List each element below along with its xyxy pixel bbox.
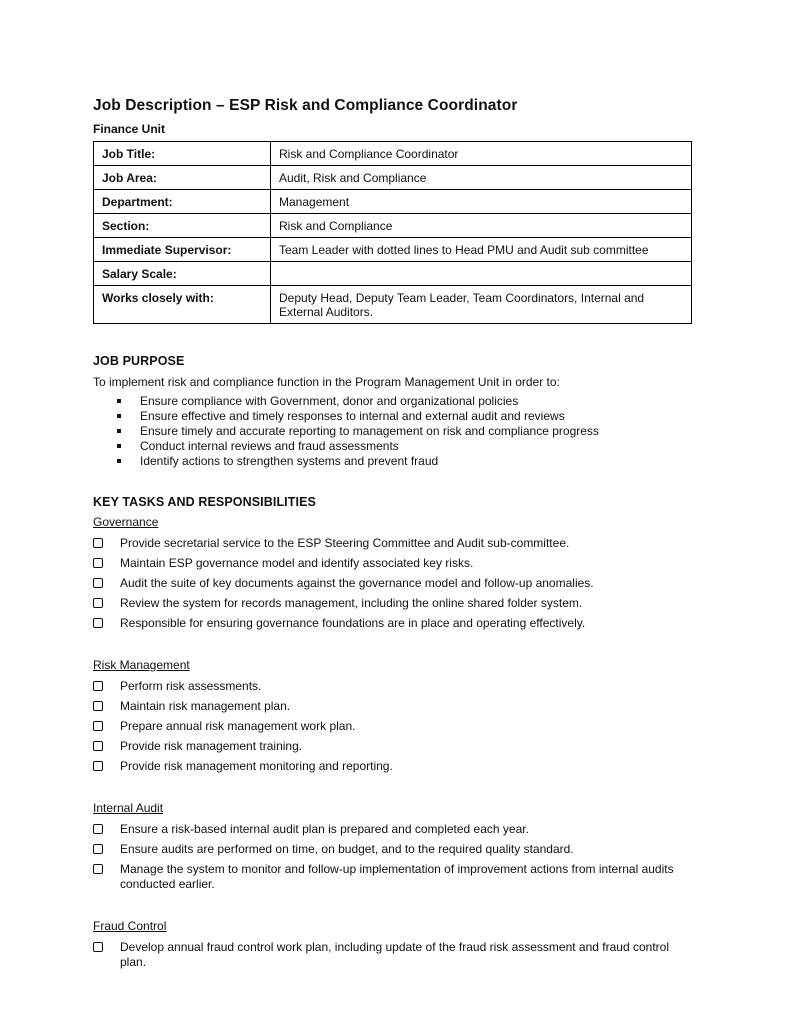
checkbox-icon <box>93 741 103 751</box>
job-purpose-intro: To implement risk and compliance function in the Program Management Unit in order to: <box>93 375 560 389</box>
bullet-icon <box>117 444 121 448</box>
bullet-icon <box>117 399 121 403</box>
key-tasks-section <box>93 495 691 970</box>
task-text: Develop annual fraud control work plan, including update of the fraud risk assessment and fraud control plan. <box>120 940 669 969</box>
task-section-title: Risk Management <box>93 658 190 672</box>
key-tasks-heading: KEY TASKS AND RESPONSIBILITIES <box>93 495 316 509</box>
bullet-text: Conduct internal reviews and fraud assessments <box>140 439 399 453</box>
bullet-item <box>93 394 691 409</box>
task-text: Manage the system to monitor and follow-up implementation of improvement actions from internal audits conducted earlier. <box>120 862 674 891</box>
task-text: Audit the suite of key documents against the governance model and follow-up anomalies. <box>120 576 594 590</box>
bullet-icon <box>117 459 121 463</box>
bullet-item <box>93 454 691 469</box>
bullet-item <box>93 424 691 439</box>
task-section <box>93 515 691 631</box>
bullet-icon <box>117 414 121 418</box>
table-row <box>94 214 692 238</box>
job-info-table <box>93 141 692 324</box>
row-label: Immediate Supervisor: <box>94 238 271 262</box>
table-row <box>94 166 692 190</box>
task-item <box>93 556 691 571</box>
task-section-title: Internal Audit <box>93 801 164 815</box>
task-text: Responsible for ensuring governance foundations are in place and operating effectively. <box>120 616 586 630</box>
checkbox-icon <box>93 844 103 854</box>
checkbox-icon <box>93 538 103 548</box>
task-text: Ensure a risk-based internal audit plan is prepared and completed each year. <box>120 822 529 836</box>
task-text: Maintain ESP governance model and identify associated key risks. <box>120 556 474 570</box>
table-row <box>94 286 692 324</box>
checkbox-icon <box>93 942 103 952</box>
checkbox-icon <box>93 558 103 568</box>
bullet-text: Ensure compliance with Government, donor and organizational policies <box>140 394 519 408</box>
task-item <box>93 679 691 694</box>
row-value: Risk and Compliance Coordinator <box>271 142 692 166</box>
task-item <box>93 940 691 970</box>
job-purpose-heading: JOB PURPOSE <box>93 354 185 368</box>
bullet-text: Ensure effective and timely responses to internal and external audit and reviews <box>140 409 565 423</box>
task-item <box>93 739 691 754</box>
bullet-item <box>93 409 691 424</box>
task-text: Review the system for records management, including the online shared folder system. <box>120 596 583 610</box>
task-text: Perform risk assessments. <box>120 679 262 693</box>
checkbox-icon <box>93 721 103 731</box>
task-section-title: Fraud Control <box>93 919 167 933</box>
row-value <box>271 262 692 286</box>
checkbox-icon <box>93 824 103 834</box>
row-value: Deputy Head, Deputy Team Leader, Team Coordinators, Internal and External Auditors. <box>271 286 692 324</box>
task-text: Provide risk management training. <box>120 739 303 753</box>
row-label: Section: <box>94 214 271 238</box>
task-text: Provide risk management monitoring and reporting. <box>120 759 393 773</box>
task-item <box>93 699 691 714</box>
bullet-text: Ensure timely and accurate reporting to management on risk and compliance progress <box>140 424 599 438</box>
task-section-title: Governance <box>93 515 159 529</box>
job-purpose-bullet-list <box>93 394 691 469</box>
row-value: Risk and Compliance <box>271 214 692 238</box>
row-label: Job Title: <box>94 142 271 166</box>
task-section <box>93 658 691 774</box>
table-row <box>94 262 692 286</box>
checkbox-icon <box>93 618 103 628</box>
task-section <box>93 801 691 892</box>
row-label: Department: <box>94 190 271 214</box>
bullet-icon <box>117 429 121 433</box>
checkbox-icon <box>93 598 103 608</box>
page-subtitle: Finance Unit <box>93 122 166 136</box>
task-text: Provide secretarial service to the ESP Steering Committee and Audit sub-committee. <box>120 536 570 550</box>
task-item <box>93 616 691 631</box>
task-text: Maintain risk management plan. <box>120 699 291 713</box>
task-text: Prepare annual risk management work plan. <box>120 719 356 733</box>
checkbox-icon <box>93 681 103 691</box>
checkbox-icon <box>93 578 103 588</box>
table-row <box>94 190 692 214</box>
table-row <box>94 142 692 166</box>
checkbox-icon <box>93 761 103 771</box>
task-item <box>93 719 691 734</box>
job-info-table-body <box>94 142 692 324</box>
job-purpose-section <box>93 354 691 469</box>
task-item <box>93 596 691 611</box>
task-item <box>93 862 691 892</box>
row-label: Salary Scale: <box>94 262 271 286</box>
bullet-text: Identify actions to strengthen systems and prevent fraud <box>140 454 439 468</box>
task-section <box>93 919 691 970</box>
task-item <box>93 536 691 551</box>
task-item <box>93 759 691 774</box>
bullet-item <box>93 439 691 454</box>
row-label: Works closely with: <box>94 286 271 324</box>
task-item <box>93 822 691 837</box>
table-row <box>94 238 692 262</box>
page-title: Job Description – ESP Risk and Compliance Coordinator <box>93 97 518 114</box>
task-item <box>93 842 691 857</box>
task-text: Ensure audits are performed on time, on budget, and to the required quality standard. <box>120 842 574 856</box>
row-label: Job Area: <box>94 166 271 190</box>
checkbox-icon <box>93 864 103 874</box>
task-item <box>93 576 691 591</box>
row-value: Team Leader with dotted lines to Head PMU and Audit sub committee <box>271 238 692 262</box>
checkbox-icon <box>93 701 103 711</box>
row-value: Management <box>271 190 692 214</box>
row-value: Audit, Risk and Compliance <box>271 166 692 190</box>
